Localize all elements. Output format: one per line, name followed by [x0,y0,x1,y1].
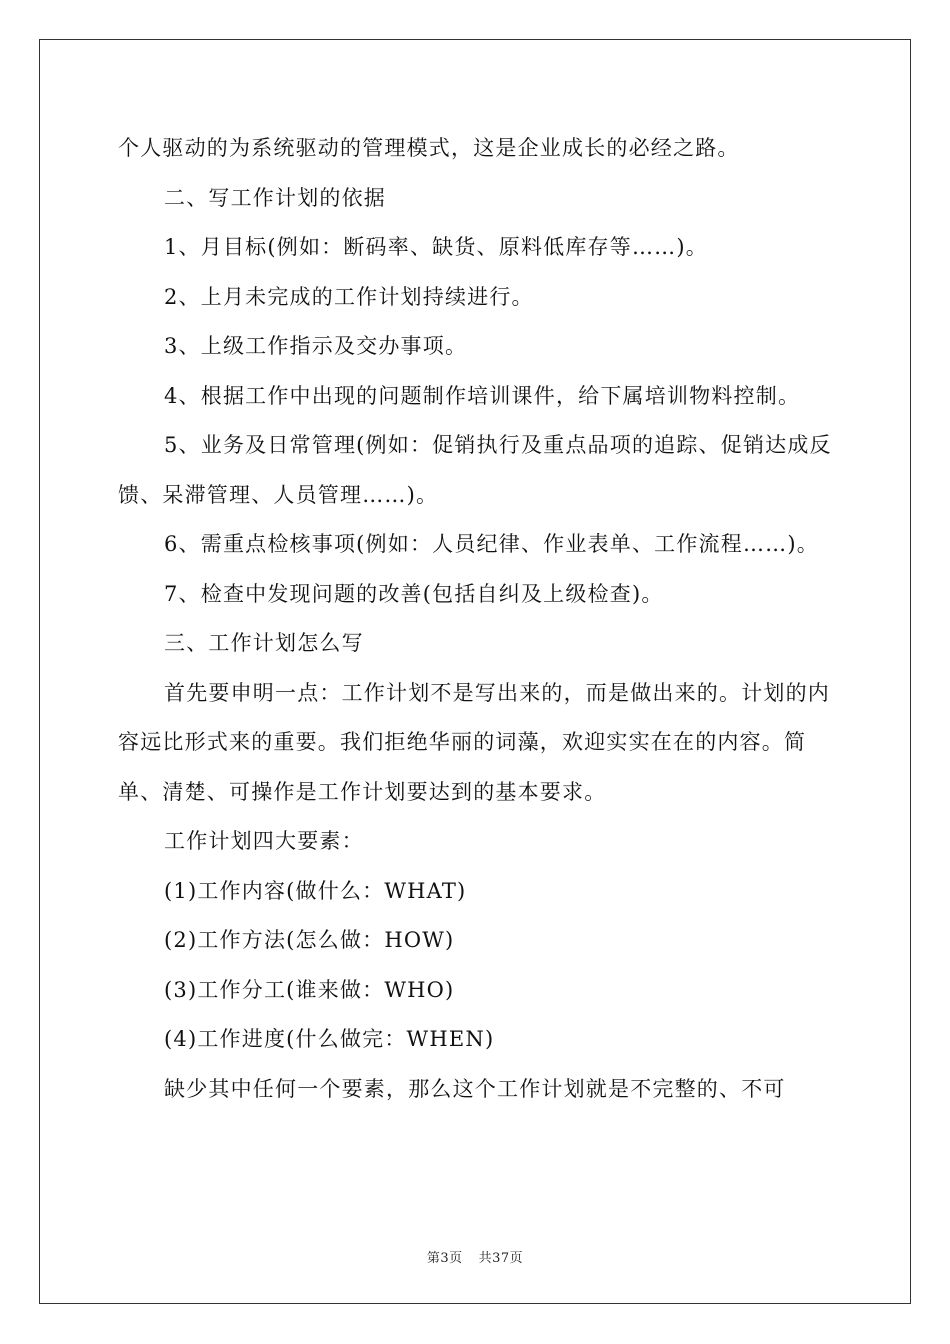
list-item: 1、月目标(例如：断码率、缺货、原料低库存等……)。 [164,235,708,259]
list-item: 7、检查中发现问题的改善(包括自纠及上级检查)。 [164,581,664,606]
list-item: (3)工作分工(谁来做：WHO) [164,977,455,1002]
section-heading: 二、写工作计划的依据 [164,185,386,210]
paragraph: 缺少其中任何一个要素，那么这个工作计划就是不完整的、不可 [164,1076,786,1101]
page-footer [0,1247,950,1266]
list-item: (1)工作内容(做什么：WHAT) [164,878,467,903]
list-item: 6、需重点检核事项(例如：人员纪律、作业表单、工作流程……)。 [164,532,819,556]
list-item: 4、根据工作中出现的问题制作培训课件，给下属培训物料控制。 [164,383,801,408]
document-body [118,124,836,1114]
paragraph: 工作计划四大要素： [164,829,364,853]
page-number: 第3页 [426,1251,463,1266]
list-item: 2、上月未完成的工作计划持续进行。 [164,284,534,309]
list-item: (4)工作进度(什么做完：WHEN) [164,1027,495,1051]
paragraph: 首先要申明一点：工作计划不是写出来的，而是做出来的。计划的内容远比形式来的重要。我们拒绝华丽的词藻，欢迎实实在在的内容。简单、清楚、可操作是工作计划要达到的基本要求。 [118,680,830,804]
list-item: 5、业务及日常管理(例如：促销执行及重点品项的追踪、促销达成反馈、呆滞管理、人员管理……)。 [118,433,832,507]
section-heading: 三、工作计划怎么写 [164,631,364,655]
list-item: 3、上级工作指示及交办事项。 [164,334,468,358]
list-item: (2)工作方法(怎么做：HOW) [164,928,455,952]
paragraph: 个人驱动的为系统驱动的管理模式，这是企业成长的必经之路。 [118,136,740,160]
page-total: 共37页 [478,1251,524,1266]
